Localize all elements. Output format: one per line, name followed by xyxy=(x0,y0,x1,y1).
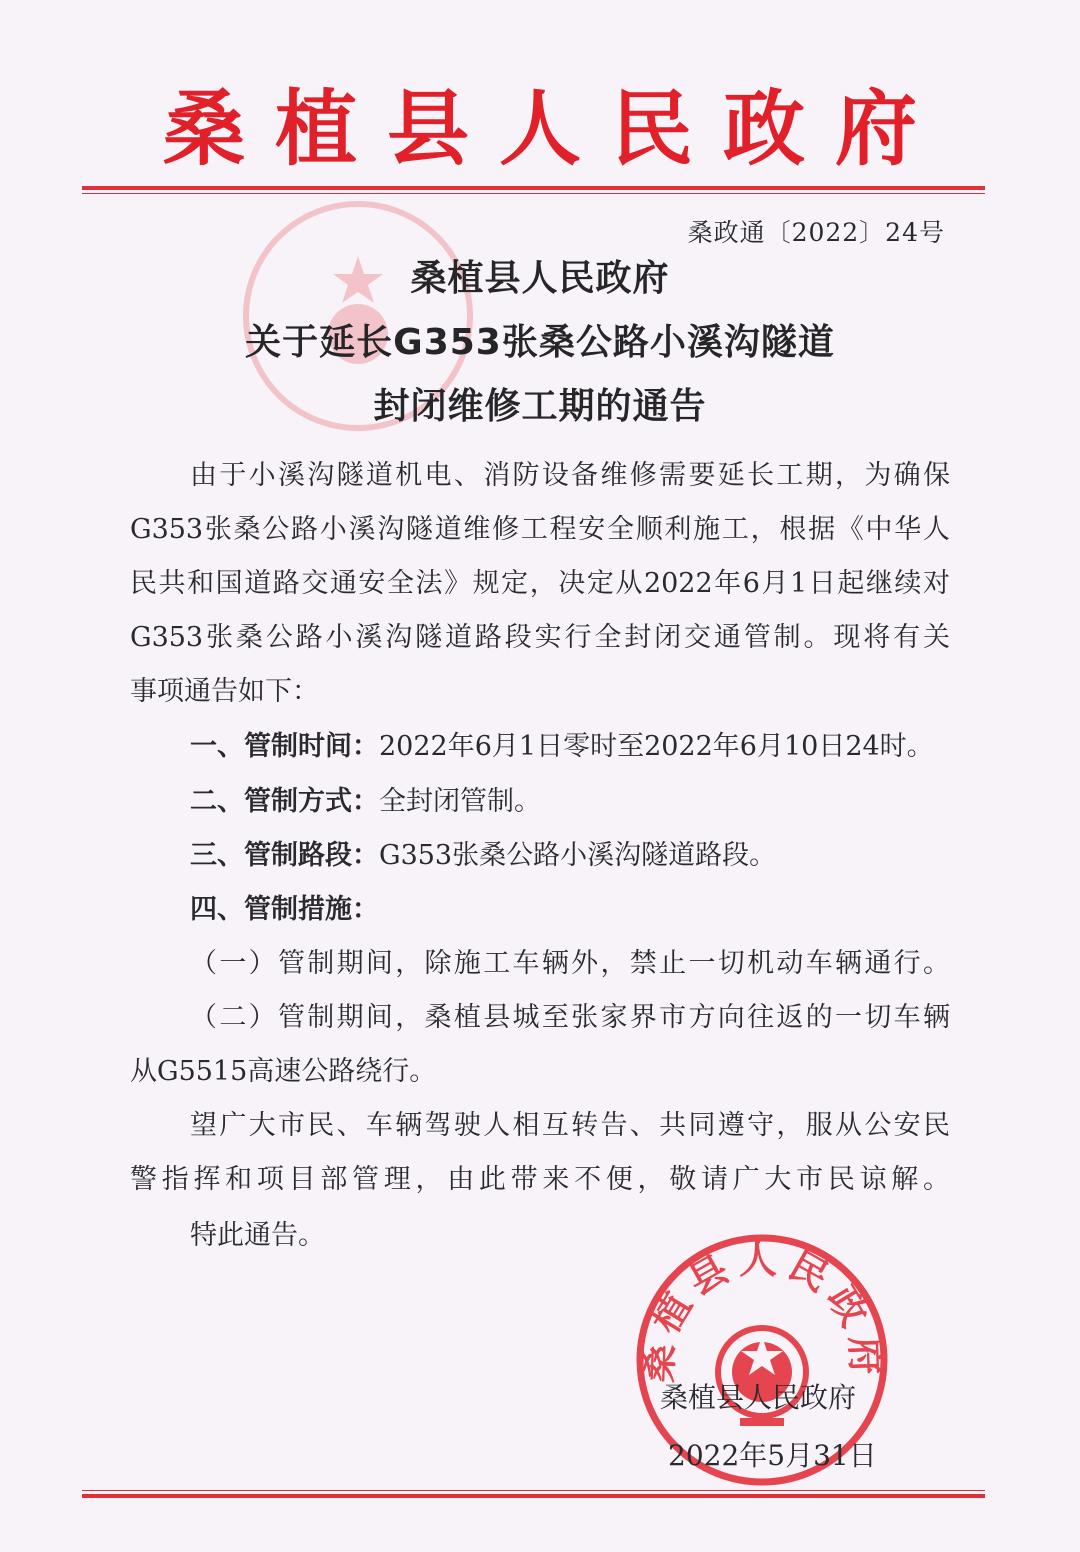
closing-line-3: 特此通告。 xyxy=(190,1220,325,1251)
item-time-text: 2022年6月1日零时至2022年6月10日24时。 xyxy=(379,731,934,762)
signature-date: 2022年5月31日 xyxy=(668,1439,877,1472)
item-section xyxy=(190,836,950,876)
seal-text: 桑植县人民政府 xyxy=(636,1238,888,1384)
header-rule-thin xyxy=(82,193,985,194)
body-line-5: 事项通告如下： xyxy=(130,676,319,707)
footer-rule-thick xyxy=(82,1494,985,1498)
item-time-label: 一、管制时间： xyxy=(190,731,379,762)
body-line-3: 民共和国道路交通安全法》规定，决定从2022年6月1日起继续对 xyxy=(130,568,950,599)
item-measures-label: 四、管制措施： xyxy=(190,894,379,925)
header-rule-thick xyxy=(82,186,985,190)
measure-1: （一）管制期间，除施工车辆外，禁止一切机动车辆通行。 xyxy=(190,948,950,979)
signature-org: 桑植县人民政府 xyxy=(660,1381,857,1414)
document-number: 桑政通〔2022〕24号 xyxy=(687,218,945,247)
footer-rule-thin xyxy=(82,1490,985,1491)
item-section-label: 三、管制路段： xyxy=(190,840,379,871)
title-line-3: 封闭维修工期的通告 xyxy=(373,386,707,427)
item-method-label: 二、管制方式： xyxy=(190,786,379,817)
masthead-title: 桑植县人民政府 xyxy=(162,82,947,177)
body-line-4: G353张桑公路小溪沟隧道路段实行全封闭交通管制。现将有关 xyxy=(130,622,950,653)
measure-2-cont: 从G5515高速公路绕行。 xyxy=(130,1056,437,1087)
body-line-2: G353张桑公路小溪沟隧道维修工程安全顺利施工，根据《中华人 xyxy=(130,514,950,545)
body-line-1: 由于小溪沟隧道机电、消防设备维修需要延长工期，为确保 xyxy=(190,460,950,491)
item-measures xyxy=(190,890,950,930)
item-method xyxy=(190,782,950,822)
title-line-1: 桑植县人民政府 xyxy=(410,258,670,299)
item-method-text: 全封闭管制。 xyxy=(379,786,541,817)
measure-2: （二）管制期间，桑植县城至张家界市方向往返的一切车辆 xyxy=(190,1002,950,1033)
closing-line-1: 望广大市民、车辆驾驶人相互转告、共同遵守，服从公安民 xyxy=(190,1110,950,1141)
item-time xyxy=(190,727,950,767)
closing-line-2: 警指挥和项目部管理，由此带来不便，敬请广大市民谅解。 xyxy=(130,1164,950,1195)
item-section-text: G353张桑公路小溪沟隧道路段。 xyxy=(379,840,777,871)
title-line-2: 关于延长G353张桑公路小溪沟隧道 xyxy=(245,322,835,363)
